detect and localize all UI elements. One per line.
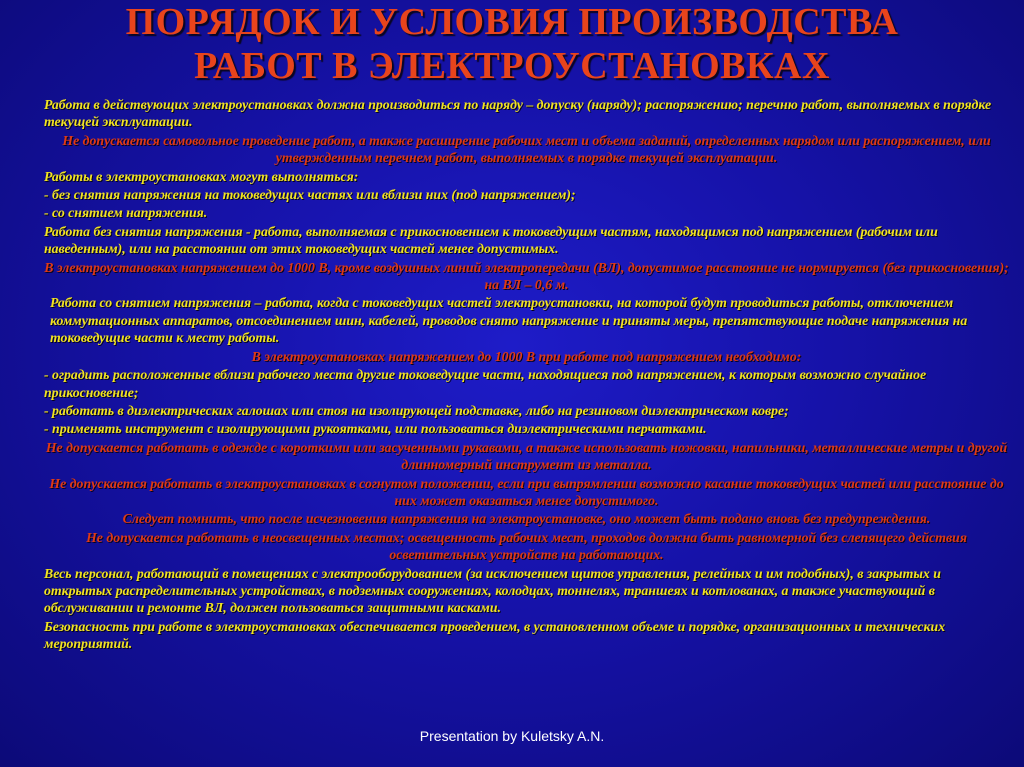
paragraph-lighting-rule: Не допускается работать в неосвещенных местах; освещенность рабочих мест, проходов должна быть равномерной без слепящего действия осветительных устройств на работающих. <box>86 529 967 563</box>
list-item-fence-parts: - оградить расположенные вблизи рабочего места другие токоведущие части, находящиеся под напряжением, к которым возможно случайное прикосновение; <box>44 367 927 400</box>
slide-title-line-2: РАБОТ В ЭЛЕКТРОУСТАНОВКАХ <box>194 45 830 87</box>
paragraph-live-work-requirements: В электроустановках напряжением до 1000 В при работе под напряжением необходимо: <box>251 348 802 364</box>
paragraph-no-unauthorized-work: Не допускается самовольное проведение работ, а также расширение рабочих мест и объема заданий, определенных нарядом или распоряжением, или утвержденным перечнем работ, выполняемых в порядке текущей эксплуатации. <box>62 132 991 166</box>
list-item-dead-work: - со снятием напряжения. <box>44 205 208 221</box>
paragraph-work-modes-intro: Работы в электроустановках могут выполняться: <box>44 168 359 184</box>
list-item-insulated-tools: - применять инструмент с изолирующими рукоятками, или пользоваться диэлектрическими перчатками. <box>44 421 707 437</box>
paragraph-allowed-distance: В электроустановках напряжением до 1000 В, кроме воздушных линий электропередачи (ВЛ), допустимое расстояние не нормируется (без прикосновения); на ВЛ – 0,6 м. <box>44 259 1009 293</box>
paragraph-safety-measures: Безопасность при работе в электроустановках обеспечивается проведением, в установленном объеме и порядке, организационных и технических мероприятий. <box>44 618 946 652</box>
list-item-dielectric-galoshes: - работать в диэлектрических галошах или стоя на изолирующей подставке, либо на резиновом диэлектрическом ковре; <box>44 402 789 418</box>
footer-credit: Presentation by Kuletsky A.N. <box>419 728 605 744</box>
slide-title-line-1: ПОРЯДОК И УСЛОВИЯ ПРОИЗВОДСТВА <box>125 1 899 43</box>
list-item-live-work: - без снятия напряжения на токоведущих частях или вблизи них (под напряжением); <box>44 187 576 203</box>
paragraph-work-permit: Работа в действующих электроустановках должна производиться по наряду – допуску (наряду); распоряжению; перечню работ, выполняемых в порядке текущей эксплуатации. <box>44 97 992 130</box>
paragraph-live-work-definition: Работа без снятия напряжения - работа, выполняемая с прикосновением к токоведущим частям, находящимся под напряжением (рабочим или наведенным), или на расстоянии от этих токоведущих частей менее допустимых. <box>44 223 938 257</box>
paragraph-helmets: Весь персонал, работающий в помещениях с электрооборудованием (за исключением щитов управления, релейных и им подобных), в закрытых и открытых распределительных устройствах, в подземных сооружениях, колодцах, тоннелях, траншеях и котлованах, а также участвующий в обслуживании и ремонте ВЛ, должен пользоваться защитными касками. <box>44 565 941 616</box>
paragraph-clothing-rule: Не допускается работать в одежде с короткими или засученными рукавами, а также использовать ножовки, напильники, металлические метры и другой длинномерный инструмент из металла. <box>45 439 1008 473</box>
paragraph-bent-position-rule: Не допускается работать в электроустановках в согнутом положении, если при выпрямлении возможно касание токоведущих частей или расстояние до них может оказаться менее допустимого. <box>49 475 1004 508</box>
slide-body <box>44 96 1009 654</box>
paragraph-voltage-return-warning: Следует помнить, что после исчезновения напряжения на электроустановке, оно может быть подано вновь без предупреждения. <box>122 511 931 527</box>
paragraph-dead-work-definition: Работа со снятием напряжения – работа, когда с токоведущих частей электроустановки, на которой будут проводиться работы, отключением коммутационных аппаратов, отсоединением шин, кабелей, проводов снято напряжение и приняты меры, препятствующие подаче напряжения на токоведущие части к месту работы. <box>50 295 968 346</box>
